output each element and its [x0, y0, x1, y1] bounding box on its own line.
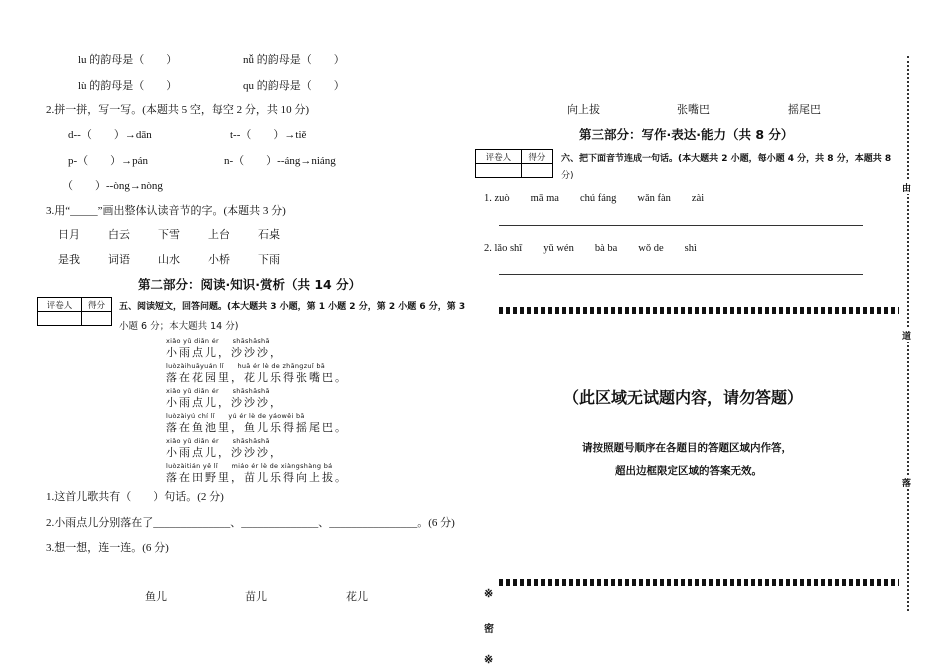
seal-mark-3: ※	[484, 654, 494, 666]
q3-heading: 3.用“_____”画出整体认读音节的字。(本题共 3 分)	[46, 205, 286, 217]
seal-char-2: 道	[902, 331, 912, 341]
part2-title: 第二部分：阅读·知识·赏析（共 14 分）	[138, 277, 362, 292]
q2-row-1-a: d--（ ）→dān	[68, 129, 152, 141]
q1-row-1-b: nǚ 的韵母是（ ）	[243, 54, 345, 66]
poem-line-1: 小雨点儿，沙沙沙，	[166, 347, 283, 359]
q3-row-2	[58, 251, 308, 267]
instruction-line-2: 超出边框限定区域的答案无效。	[615, 465, 762, 477]
score-cell	[521, 164, 552, 178]
grader-cell	[38, 312, 82, 326]
poem-line-6: 落在田野里，苗儿乐得向上拔。	[166, 472, 348, 484]
connect-left-2: 苗儿	[245, 591, 267, 603]
poem-line-5: 小雨点儿，沙沙沙，	[166, 447, 283, 459]
poem-pinyin-6: luòzàitián yě lǐ miáo ér lè de xiàngshàng bá	[166, 462, 333, 470]
connect-left-1: 鱼儿	[145, 591, 167, 603]
seal-mark-2: 密	[484, 624, 494, 635]
word: 词语	[108, 254, 130, 266]
q1-row-2-b: qu 的韵母是（ ）	[243, 80, 345, 92]
score-label: 得分	[521, 150, 552, 164]
reading-q2: 2.小雨点儿分别落在了______________、______________、________________。(6 分)	[46, 517, 455, 529]
reading-q1: 1.这首儿歌共有（ ）句话。(2 分)	[46, 491, 224, 503]
q1-row-1-a: lu 的韵母是（ ）	[78, 54, 178, 66]
no-content-notice: （此区域无试题内容，请勿答题）	[563, 388, 804, 407]
connect-right-2: 张嘴巴	[677, 104, 710, 116]
score-box-right	[475, 149, 553, 178]
part3-title: 第三部分：写作·表达·能力（共 8 分）	[579, 127, 794, 142]
q2-row-3-a: （ ）--òng→nòng	[62, 180, 163, 192]
q2-row-2-a: p-（ ）→pán	[68, 155, 149, 167]
poem-line-2: 落在花园里，花儿乐得张嘴巴。	[166, 372, 348, 384]
region-border-bottom	[499, 579, 899, 586]
answer-line-2[interactable]	[499, 274, 863, 275]
poem-pinyin-2: luòzàihuāyuán lǐ huā ér lè de zhāngzuǐ bā	[166, 362, 326, 370]
q1-row-2-a: lù 的韵母是（ ）	[78, 80, 178, 92]
score-label: 得分	[82, 298, 112, 312]
q5-heading-2: 小题 6 分；本大题共 14 分)	[119, 321, 239, 332]
sentence-1-syllables: 1. zuò mā ma chú fáng wǎn fàn zài	[484, 193, 705, 204]
answer-line-1[interactable]	[499, 225, 863, 226]
word: 山水	[158, 254, 180, 266]
score-cell	[82, 312, 112, 326]
q6-heading-2: 分)	[561, 171, 574, 181]
reading-q3: 3.想一想，连一连。(6 分)	[46, 542, 169, 554]
sentence-2-syllables: 2. lǎo shī yǔ wén bà ba wǒ de shì	[484, 243, 697, 254]
q6-heading-1: 六、把下面音节连成一句话。(本大题共 2 小题，每小题 4 分，共 8 分，本题共 8	[561, 154, 892, 164]
q2-heading: 2.拼一拼，写一写。(本题共 5 空，每空 2 分，共 10 分)	[46, 104, 310, 116]
connect-right-1: 向上拔	[567, 104, 600, 116]
poem-line-4: 落在鱼池里，鱼儿乐得摇尾巴。	[166, 422, 348, 434]
poem-pinyin-4: luòzàiyú chí lǐ yú ér lè de yáowěi bā	[166, 412, 305, 420]
q2-row-1-b: t--（ ）→tiě	[230, 129, 307, 141]
word: 下雨	[258, 254, 280, 266]
grader-cell	[476, 164, 522, 178]
grader-label: 评卷人	[476, 150, 522, 164]
q2-row-2-b: n-（ ）--áng→niáng	[224, 155, 336, 167]
poem-pinyin-1: xiǎo yǔ diǎn ér shāshāshā	[166, 337, 270, 345]
seal-char-3: 落	[902, 478, 912, 488]
grader-label: 评卷人	[38, 298, 82, 312]
word: 上台	[208, 229, 230, 241]
q3-row-1	[58, 226, 308, 242]
word: 小桥	[208, 254, 230, 266]
q5-heading-1: 五、阅读短文，回答问题。(本大题共 3 小题，第 1 小题 2 分，第 2 小题 6 分，第 3	[119, 302, 466, 312]
poem-line-3: 小雨点儿，沙沙沙，	[166, 397, 283, 409]
word: 是我	[58, 254, 80, 266]
poem-pinyin-3: xiǎo yǔ diǎn ér shāshāshā	[166, 387, 270, 395]
connect-left-3: 花儿	[346, 591, 368, 603]
word: 石桌	[258, 229, 280, 241]
region-border-top	[499, 307, 899, 314]
instruction-line-1: 请按照题号顺序在各题目的答题区域内作答，	[582, 442, 792, 454]
word: 白云	[108, 229, 130, 241]
connect-right-3: 摇尾巴	[788, 104, 821, 116]
word: 日月	[58, 229, 80, 241]
word: 下雪	[158, 229, 180, 241]
seal-mark-1: ※	[484, 588, 494, 600]
poem-pinyin-5: xiǎo yǔ diǎn ér shāshāshā	[166, 437, 270, 445]
score-box-left	[37, 297, 112, 326]
seal-char-1: 由	[902, 183, 912, 193]
